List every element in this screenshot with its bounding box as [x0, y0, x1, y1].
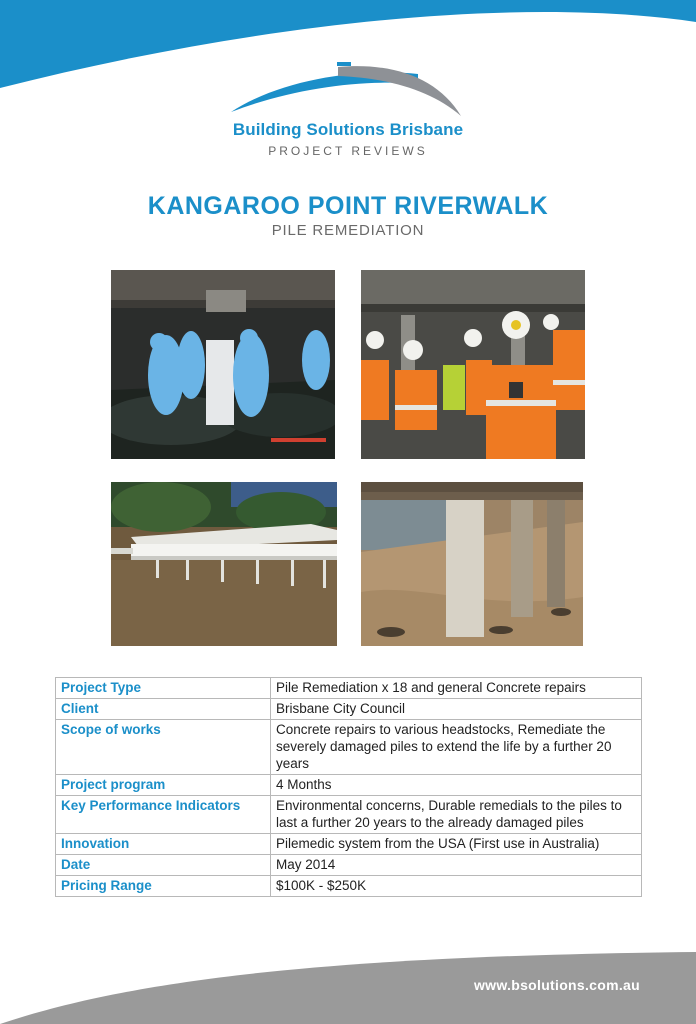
detail-value: Pilemedic system from the USA (First use in Australia) [271, 834, 642, 855]
table-row [56, 796, 642, 834]
brand-name: Building Solutions Brisbane [232, 120, 464, 139]
table-row [56, 678, 642, 699]
detail-label: Project Type [56, 678, 271, 699]
table-row [56, 720, 642, 775]
detail-label: Key Performance Indicators [56, 796, 271, 834]
photo-site-inspection [361, 270, 585, 459]
photo-pile-workers [111, 270, 335, 459]
detail-label: Pricing Range [56, 876, 271, 897]
detail-label: Client [56, 699, 271, 720]
page-title: KANGAROO POINT RIVERWALK [147, 192, 549, 220]
brand-logo [0, 62, 696, 158]
table-row [56, 855, 642, 876]
detail-value: May 2014 [271, 855, 642, 876]
project-details-table [55, 677, 642, 897]
page-subtitle: PILE REMEDIATION [271, 222, 425, 239]
table-row [56, 699, 642, 720]
table-row [56, 834, 642, 855]
detail-value: $100K - $250K [271, 876, 642, 897]
detail-label: Scope of works [56, 720, 271, 775]
detail-label: Project program [56, 775, 271, 796]
photo-piles-riverbank [361, 482, 583, 646]
detail-value: 4 Months [271, 775, 642, 796]
photo-riverwalk [111, 482, 337, 646]
logo-arc-icon [223, 62, 473, 118]
table-row [56, 876, 642, 897]
detail-value: Concrete repairs to various headstocks, Remediate the severely damaged piles to extend the life by a further 20 years [271, 720, 642, 775]
website-link[interactable]: www.bsolutions.com.au [473, 977, 640, 993]
detail-value: Pile Remediation x 18 and general Concrete repairs [271, 678, 642, 699]
table-row [56, 775, 642, 796]
detail-value: Environmental concerns, Durable remedials to the piles to last a further 20 years to the already damaged piles [271, 796, 642, 834]
brand-tagline: PROJECT REVIEWS [268, 144, 428, 158]
detail-value: Brisbane City Council [271, 699, 642, 720]
detail-label: Innovation [56, 834, 271, 855]
detail-label: Date [56, 855, 271, 876]
